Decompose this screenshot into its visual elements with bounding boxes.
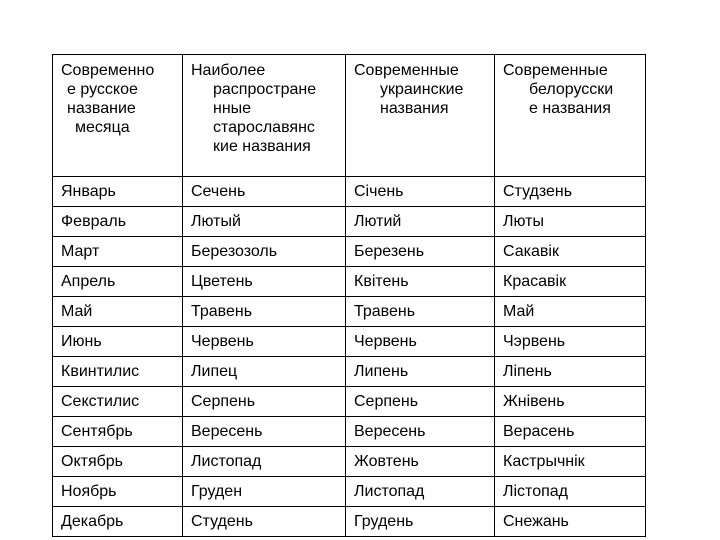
table-row <box>53 207 646 237</box>
header-line: месяца <box>75 119 130 136</box>
cell-belarusian: Сакавік <box>495 237 646 267</box>
cell-russian: Февраль <box>53 207 183 237</box>
cell-russian: Ноябрь <box>53 477 183 507</box>
cell-old-slavonic: Червень <box>183 327 346 357</box>
cell-ukrainian: Квітень <box>346 267 495 297</box>
cell-belarusian: Красавік <box>495 267 646 297</box>
cell-russian: Октябрь <box>53 447 183 477</box>
header-cell-old-slavonic <box>183 55 346 177</box>
header-line: названия <box>380 100 449 117</box>
header-line: кие названия <box>213 138 311 155</box>
month-names-table <box>52 54 646 537</box>
cell-old-slavonic: Вересень <box>183 417 346 447</box>
table-body <box>53 177 646 537</box>
cell-belarusian: Ліпень <box>495 357 646 387</box>
table-row <box>53 177 646 207</box>
cell-russian: Май <box>53 297 183 327</box>
cell-ukrainian: Січень <box>346 177 495 207</box>
header-line: белорусски <box>529 81 614 98</box>
cell-old-slavonic: Липец <box>183 357 346 387</box>
header-line: Современно <box>61 62 155 79</box>
header-row <box>53 55 646 177</box>
cell-ukrainian: Липень <box>346 357 495 387</box>
cell-old-slavonic: Груден <box>183 477 346 507</box>
table-row <box>53 387 646 417</box>
cell-ukrainian: Березень <box>346 237 495 267</box>
header-line: е русское <box>67 81 138 98</box>
cell-ukrainian: Червень <box>346 327 495 357</box>
cell-old-slavonic: Цветень <box>183 267 346 297</box>
header-line: е названия <box>529 100 611 117</box>
cell-ukrainian: Серпень <box>346 387 495 417</box>
table-row <box>53 477 646 507</box>
header-line: старославянс <box>213 119 315 136</box>
cell-belarusian: Май <box>495 297 646 327</box>
cell-old-slavonic: Лютый <box>183 207 346 237</box>
header-line: нные <box>213 100 252 117</box>
table-row <box>53 297 646 327</box>
header-cell-russian <box>53 55 183 177</box>
cell-ukrainian: Листопад <box>346 477 495 507</box>
cell-belarusian: Лістопад <box>495 477 646 507</box>
cell-russian: Секстилис <box>53 387 183 417</box>
header-cell-ukrainian <box>346 55 495 177</box>
cell-belarusian: Люты <box>495 207 646 237</box>
header-line: Современные <box>503 62 608 79</box>
cell-russian: Январь <box>53 177 183 207</box>
header-line: распростране <box>213 81 317 98</box>
header-line: украинские <box>380 81 464 98</box>
cell-old-slavonic: Травень <box>183 297 346 327</box>
cell-belarusian: Верасень <box>495 417 646 447</box>
cell-old-slavonic: Сечень <box>183 177 346 207</box>
table-row <box>53 327 646 357</box>
cell-ukrainian: Травень <box>346 297 495 327</box>
header-line: название <box>67 100 136 117</box>
header-cell-belarusian <box>495 55 646 177</box>
cell-russian: Апрель <box>53 267 183 297</box>
cell-belarusian: Жнівень <box>495 387 646 417</box>
cell-old-slavonic: Листопад <box>183 447 346 477</box>
table-row <box>53 267 646 297</box>
cell-ukrainian: Лютий <box>346 207 495 237</box>
cell-russian: Квинтилис <box>53 357 183 387</box>
cell-ukrainian: Грудень <box>346 507 495 537</box>
cell-belarusian: Кастрычнік <box>495 447 646 477</box>
cell-russian: Декабрь <box>53 507 183 537</box>
cell-belarusian: Студзень <box>495 177 646 207</box>
header-line: Наиболее <box>191 62 266 79</box>
cell-russian: Сентябрь <box>53 417 183 447</box>
table-row <box>53 447 646 477</box>
header-line: Современные <box>354 62 459 79</box>
cell-old-slavonic: Серпень <box>183 387 346 417</box>
cell-old-slavonic: Березозоль <box>183 237 346 267</box>
table-row <box>53 237 646 267</box>
cell-belarusian: Снежань <box>495 507 646 537</box>
table-row <box>53 357 646 387</box>
cell-ukrainian: Жовтень <box>346 447 495 477</box>
table-row <box>53 507 646 537</box>
cell-russian: Июнь <box>53 327 183 357</box>
cell-belarusian: Чэрвень <box>495 327 646 357</box>
cell-old-slavonic: Студень <box>183 507 346 537</box>
cell-russian: Март <box>53 237 183 267</box>
table-row <box>53 417 646 447</box>
cell-ukrainian: Вересень <box>346 417 495 447</box>
